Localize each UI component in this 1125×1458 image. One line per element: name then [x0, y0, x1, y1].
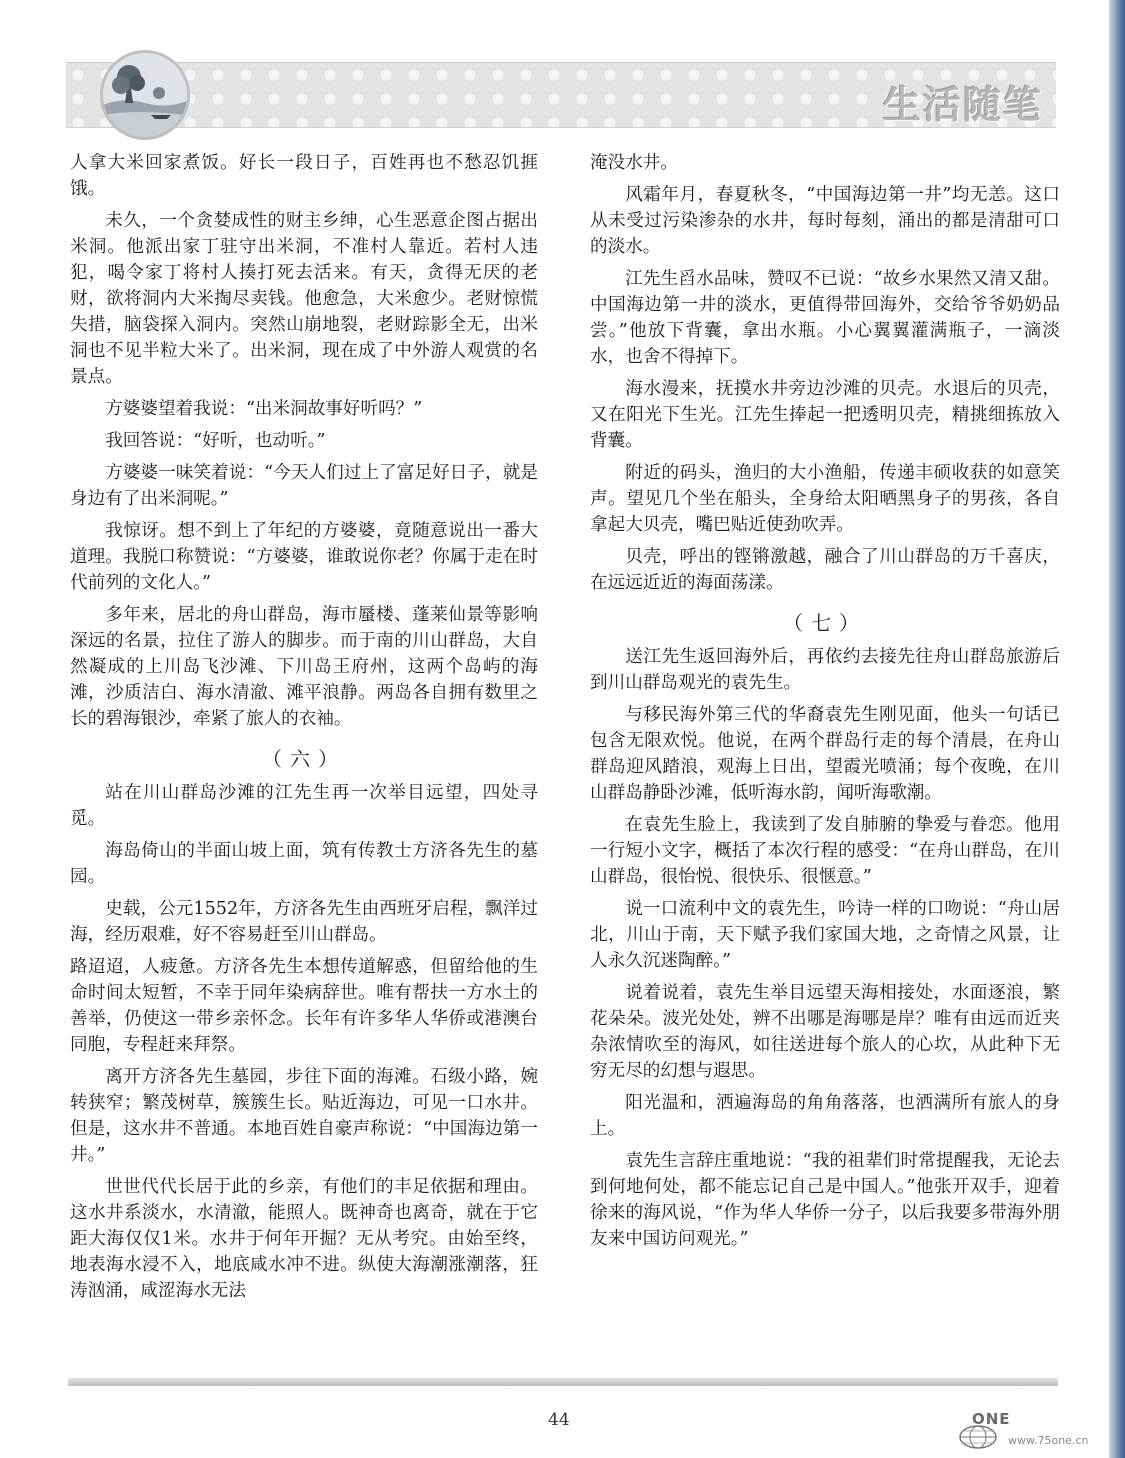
paragraph: 附近的码头，渔归的大小渔船，传递丰硕收获的如意笑声。望见几个坐在船头，全身给太阳晒黑身子的男孩，各自拿起大贝壳，嘴巴贴近使劲吹弄。	[590, 463, 1060, 535]
paragraph: 贝壳，呼出的铿锵激越，融合了川山群岛的万千喜庆，在远远近近的海面荡漾。	[590, 547, 1060, 593]
paragraph: 站在川山群岛沙滩的江先生再一次举目远望，四处寻觅。	[70, 783, 538, 829]
paragraph: 风霜年月，春夏秋冬，“中国海边第一井”均无恙。这口从未受过污染渗杂的水井，每时每刻，涌出的都是清甜可口的淡水。	[590, 185, 1060, 257]
watermark-logo: ONE	[972, 1410, 1011, 1428]
paragraph: 我回答说：“好听，也动听。”	[105, 431, 326, 451]
paragraph: 未久，一个贪婪成性的财主乡绅，心生恶意企图占据出米洞。他派出家丁驻守出米洞，不准村人靠近。若村人违犯，喝令家丁将村人揍打死去活来。有天，贪得无厌的老财，欲将洞内大米掏尽卖钱。他愈急，大米愈少。老财惊慌失措，脑袋探入洞内。突然山崩地裂，老财踪影全无，出米洞也不见半粒大米了。出米洞，现在成了中外游人观赏的名景点。	[70, 211, 538, 387]
header-landscape-medallion	[100, 50, 190, 140]
globe-icon	[958, 1424, 998, 1454]
paragraph: 方婆婆一味笑着说：“今天人们过上了富足好日子，就是身边有了出米洞呢。”	[70, 463, 538, 509]
paragraph: 在袁先生脸上，我读到了发自肺腑的挚爱与眷恋。他用一行短小文字，概括了本次行程的感受：“在舟山群岛，在川山群岛，很怡悦、很快乐、很惬意。”	[590, 815, 1060, 887]
paragraph: 送江先生返回海外后，再依约去接先往舟山群岛旅游后到川山群岛观光的袁先生。	[590, 647, 1060, 693]
page-number: 44	[548, 1410, 570, 1430]
paragraph: 海岛倚山的半面山坡上面，筑有传教士方济各先生的墓园。	[70, 841, 538, 887]
paragraph: 与移民海外第三代的华裔袁先生刚见面，他头一句话已包含无限欢悦。他说，在两个群岛行走的每个清晨，在舟山群岛迎风踏浪，观海上日出，望霞光喷涌；每个夜晚，在川山群岛静卧沙滩，低听海水韵，闻听海歌潮。	[590, 705, 1060, 803]
watermark-url: www.75one.cn	[1008, 1434, 1089, 1447]
paragraph: 史载，公元1552年，方济各先生由西班牙启程，飘洋过海，经历艰难，好不容易赶至川山群岛。	[70, 899, 538, 945]
right-text-column	[590, 150, 1060, 1258]
footer-rule	[68, 1378, 1058, 1386]
section-title: 生活随笔	[882, 83, 1043, 127]
paragraph: 方婆婆望着我说：“出米洞故事好听吗？”	[105, 399, 423, 419]
paragraph: 海水漫来，抚摸水井旁边沙滩的贝壳。水退后的贝壳，又在阳光下生光。江先生捧起一把透明贝壳，精挑细拣放入背囊。	[590, 379, 1060, 451]
paragraph: 说一口流利中文的袁先生，吟诗一样的口吻说：“舟山居北，川山于南，天下赋予我们家国大地，之奇情之风景，让人永久沉迷陶醉。”	[590, 899, 1060, 971]
paragraph: 世世代代长居于此的乡亲，有他们的丰足依据和理由。这水井系淡水，水清澈，能照人。既神奇也离奇，就在于它距大海仅仅1米。水井于何年开掘？无从考究。由始至终，地表海水浸不入，地底咸水冲不进。纵使大海潮涨潮落，狂涛汹涌，咸涩海水无法	[70, 1177, 538, 1301]
paragraph: 我惊讶。想不到上了年纪的方婆婆，竟随意说出一番大道理。我脱口称赞说：“方婆婆，谁敢说你老？你属于走在时代前列的文化人。”	[70, 521, 538, 593]
paragraph: 袁先生言辞庄重地说：“我的祖辈们时常提醒我，无论去到何地何处，都不能忘记自己是中国人。”他张开双手，迎着徐来的海风说，“作为华人华侨一分子，以后我要多带海外朋友来中国访问观光。”	[590, 1151, 1060, 1249]
landscape-illustration	[103, 53, 187, 137]
magazine-spine	[1109, 0, 1125, 1458]
paragraph: 离开方济各先生墓园，步往下面的海滩。石级小路，婉转狭窄；繁茂树草，簇簇生长。贴近海边，可见一口水井。但是，这水井不普通。本地百姓自豪声称说：“中国海边第一井。”	[70, 1067, 538, 1165]
paragraph: 说着说着，袁先生举目远望天海相接处，水面逐浪，繁花朵朵。波光处处，辨不出哪是海哪是岸？唯有由远而近夹杂浓情吹至的海风，如往送进每个旅人的心坎，从此种下无穷无尽的幻想与遐思。	[590, 983, 1060, 1081]
paragraph: 江先生舀水品味，赞叹不已说：“故乡水果然又清又甜。中国海边第一井的淡水，更值得带回海外，交给爷爷奶奶品尝。”他放下背囊，拿出水瓶。小心翼翼灌满瓶子，一滴淡水，也舍不得掉下。	[590, 269, 1060, 367]
site-watermark	[958, 1410, 1118, 1450]
section-heading: （六）	[262, 747, 346, 771]
paragraph: 阳光温和，洒遍海岛的角角落落，也洒满所有旅人的身上。	[590, 1093, 1060, 1139]
paragraph: 多年来，居北的舟山群岛，海市蜃楼、蓬莱仙景等影响深远的名景，拉住了游人的脚步。而于南的川山群岛，大自然凝成的上川岛飞沙滩、下川岛王府州，这两个岛屿的海滩，沙质洁白、海水清澈、滩平浪静。两岛各自拥有数里之长的碧海银沙，牵紧了旅人的衣袖。	[70, 605, 538, 729]
paragraph: 人拿大米回家煮饭。好长一段日子，百姓再也不愁忍饥捱饿。	[70, 153, 538, 199]
section-heading: （七）	[783, 611, 867, 635]
paragraph: 路迢迢，人疲惫。方济各先生本想传道解惑，但留给他的生命时间太短暂，不幸于同年染病辞世。唯有帮扶一方水土的善举，仍使这一带乡亲怀念。长年有许多华人华侨或港澳台同胞，专程赶来拜祭。	[70, 957, 538, 1055]
left-text-column	[70, 150, 538, 1310]
paragraph: 淹没水井。	[590, 153, 678, 173]
